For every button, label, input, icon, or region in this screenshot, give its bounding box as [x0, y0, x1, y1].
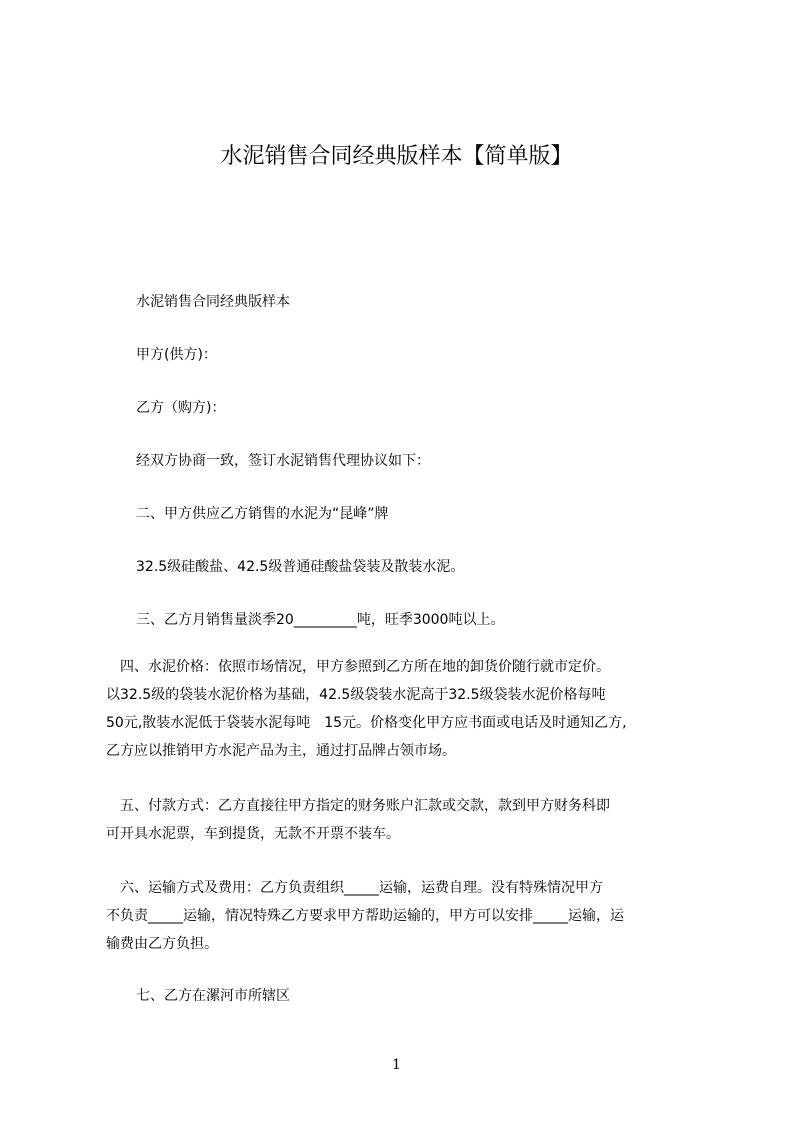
clause-5	[106, 792, 702, 848]
clause-6-line: 六、运输方式及费用：乙方负责组织_____运输，运费自理。没有特殊情况甲方	[106, 880, 603, 896]
party-b-line: 乙方（购方)：	[136, 400, 226, 416]
intro-paragraph: 经双方协商一致，签订水泥销售代理协议如下：	[136, 453, 430, 469]
page-number: 1	[392, 1057, 401, 1073]
clause-2-grades: 32.5级硅酸盐、42.5级普通硅酸盐袋装及散装水泥。	[136, 559, 465, 575]
clause-6-line: 不负责_____运输，情况特殊乙方要求甲方帮助运输的，甲方可以安排_____运输，运	[106, 908, 624, 924]
clause-5-line: 可开具水泥票，车到提货，无款不开票不装车。	[106, 826, 400, 842]
clause-7: 七、乙方在漯河市所辖区	[136, 988, 290, 1004]
clause-6-line: 输费由乙方负担。	[106, 936, 218, 952]
clause-2: 二、甲方供应乙方销售的水泥为“昆峰”牌	[136, 506, 389, 522]
clause-4-line: 以32.5级的袋装水泥价格为基础，42.5级袋装水泥高于32.5级袋装水泥价格每吨	[106, 687, 606, 703]
clause-4-line: 乙方应以推销甲方水泥产品为主，通过打品牌占领市场。	[106, 743, 456, 759]
clause-4-line: 50元,散装水泥低于袋装水泥每吨 15元。价格变化甲方应书面或电话及时通知乙方,	[106, 715, 627, 731]
document-title: 水泥销售合同经典版样本【简单版】	[220, 144, 573, 169]
clause-3: 三、乙方月销售量淡季20_________吨，旺季3000吨以上。	[136, 612, 505, 628]
document-subtitle: 水泥销售合同经典版样本	[136, 294, 290, 310]
clause-4	[106, 653, 702, 765]
clause-5-line: 五、付款方式：乙方直接往甲方指定的财务账户汇款或交款，款到甲方财务科即	[106, 798, 610, 814]
clause-4-line: 四、水泥价格：依照市场情况，甲方参照到乙方所在地的卸货价随行就市定价。	[106, 659, 610, 675]
party-a-line: 甲方(供方)：	[136, 347, 217, 363]
clause-6	[106, 874, 702, 958]
